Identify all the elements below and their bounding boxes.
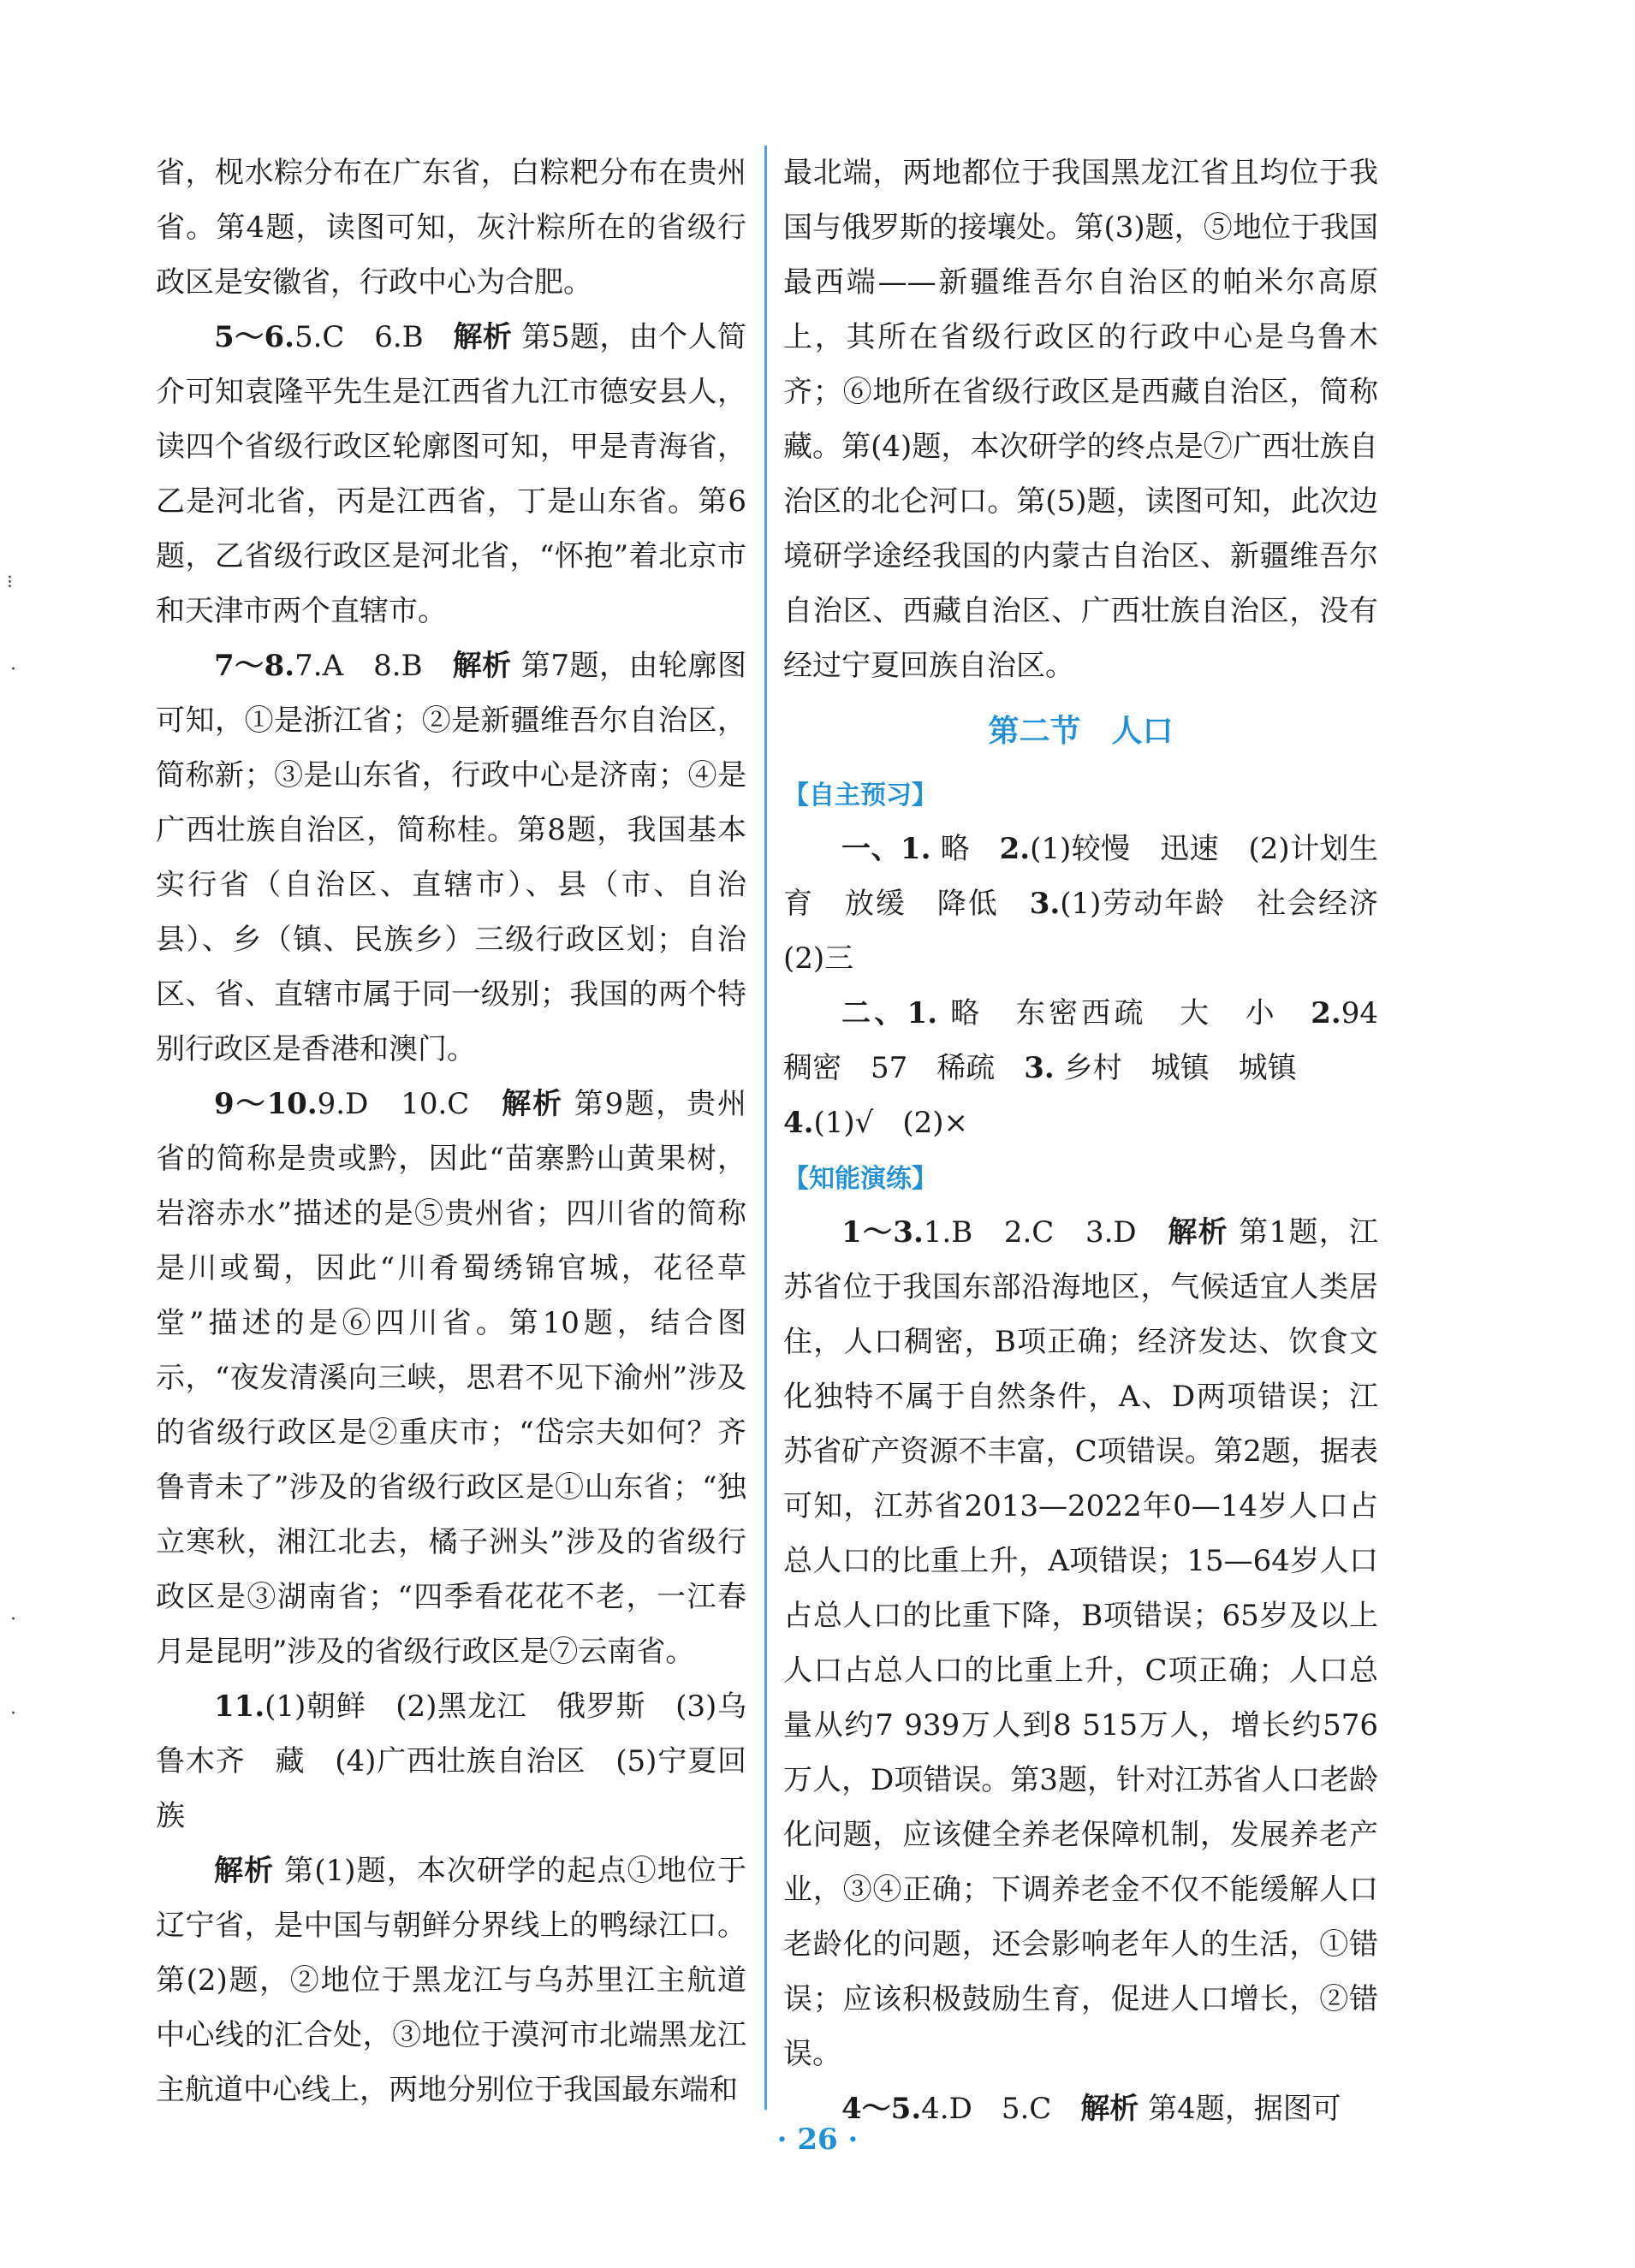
paragraph: 省，枧水粽分布在广东省，白粽粑分布在贵州省。第4题，读图可知，灰汁粽所在的省级行政区是安徽省，行政中心为合肥。 (156, 156, 746, 300)
page-number: · 26 · (776, 2123, 859, 2157)
tag-practice: 【知能演练】 (783, 1164, 937, 1194)
answer-11: 11.(1)朝鲜 (2)黑龙江 俄罗斯 (3)乌鲁木齐 藏 (4)广西壮族自治区 (5)宁夏回族 (156, 1689, 746, 1833)
preview-part-3: 4.(1)√ (2)× (783, 1106, 968, 1140)
preview-part-2: 二、1. 略 东密西疏 大 小 2.94 稠密 57 稀疏 3. 乡村 城镇 城镇 (783, 996, 1407, 1085)
answer-9-10: 9～10.9.D 10.C 解析 第9题，贵州省的简称是贵或黔，因此“苗寨黔山黄果树，岩溶赤水”描述的是⑤贵州省；四川省的简称是川或蜀，因此“川肴蜀绣锦官城，花径草堂”描述的是⑥四川省。第10题，结合图示，“夜发清溪向三峡，思君不见下渝州”涉及的省级行政区是②重庆市；“岱宗夫如何？齐鲁青未了”涉及的省级行政区是①山东省；“独立寒秋，湘江北去，橘子洲头”涉及的省级行政区是③湖南省；“四季看花花不老，一江春月是昆明”涉及的省级行政区是⑦云南省。 (156, 1087, 746, 1669)
scan-mark: ⁝ (7, 572, 13, 593)
column-divider (764, 145, 767, 2110)
paragraph: 最北端，两地都位于我国黑龙江省且均位于我国与俄罗斯的接壤处。第(3)题，⑤地位于我国最西端——新疆维吾尔自治区的帕米尔高原上，其所在省级行政区的行政中心是乌鲁木齐；⑥地所在省级行政区是西藏自治区，简称藏。第(4)题，本次研学的终点是⑦广西壮族自治区的北仑河口。第(5)题，读图可知，此次边境研学途经我国的内蒙古自治区、新疆维吾尔自治区、西藏自治区、广西壮族自治区，没有经过宁夏回族自治区。 (783, 156, 1378, 683)
left-column (156, 145, 746, 2117)
right-column (783, 145, 1407, 2136)
scan-mark: · (10, 1609, 16, 1630)
answer-5-6: 5～6.5.C 6.B 解析 第5题，由个人简介可知袁隆平先生是江西省九江市德安县人，读四个省级行政区轮廓图可知，甲是青海省，乙是河北省，丙是江西省，丁是山东省。第6题，乙省级行政区是河北省，“怀抱”着北京市和天津市两个直辖市。 (156, 320, 746, 628)
preview-part-1: 一、1. 略 2.(1)较慢 迅速 (2)计划生育 放缓 降低 3.(1)劳动年龄 社会经济 (2)三 (783, 832, 1407, 976)
tag-preview: 【自主预习】 (783, 781, 937, 810)
answer-7-8: 7～8.7.A 8.B 解析 第7题，由轮廓图可知，①是浙江省；②是新疆维吾尔自治区，简称新；③是山东省，行政中心是济南；④是广西壮族自治区，简称桂。第8题，我国基本实行省（自治区、直辖市）、县（市、自治县）、乡（镇、民族乡）三级行政区划；自治区、省、直辖市属于同一级别；我国的两个特别行政区是香港和澳门。 (156, 649, 747, 1066)
scan-mark: · (10, 659, 16, 680)
section-title: 第二节 人口 (988, 713, 1174, 749)
scan-mark: · (10, 1703, 16, 1725)
answer-4-5: 4～5.4.D 5.C 解析 第4题，据图可 (841, 2092, 1341, 2126)
answer-1-3: 1～3.1.B 2.C 3.D 解析 第1题，江苏省位于我国东部沿海地区，气候适宜人类居住，人口稠密，B项正确；经济发达、饮食文化独特不属于自然条件，A、D两项错误；江苏省矿产资源不丰富，C项错误。第2题，据表可知，江苏省2013—2022年0—14岁人口占总人口的比重上升，A项错误；15—64岁人口占总人口的比重下降，B项错误；65岁及以上人口占总人口的比重上升，C项正确；人口总量从约7 939万人到8 515万人，增长约576万人，D项错误。第3题，针对江苏省人口老龄化问题，应该健全养老保障机制，发展养老产业，③④正确；下调养老金不仅不能缓解人口老龄化的问题，还会影响老年人的生活，①错误；应该积极鼓励生育，促进人口增长，②错误。 (783, 1215, 1379, 2071)
answer-11-analysis: 解析 第(1)题，本次研学的起点①地位于辽宁省，是中国与朝鲜分界线上的鸭绿江口。第(2)题，②地位于黑龙江与乌苏里江主航道中心线的汇合处，③地位于漠河市北端黑龙江主航道中心线上，两地分别位于我国最东端和 (156, 1854, 747, 2107)
